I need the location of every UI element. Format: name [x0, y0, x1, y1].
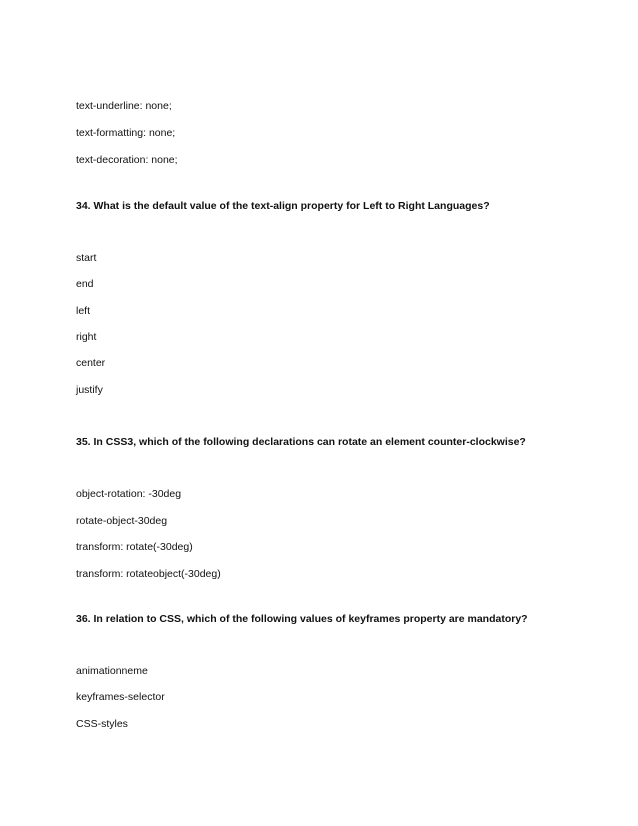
option-text: left — [76, 305, 91, 317]
option-text: rotate-object-30deg — [76, 515, 168, 527]
option-text: justify — [76, 384, 103, 396]
option-text: object-rotation: -30deg — [76, 488, 182, 500]
option-text: end — [76, 278, 94, 290]
question-36: 36. In relation to CSS, which of the following values of keyframes property are mandatory? — [76, 613, 528, 625]
option-text: transform: rotateobject(-30deg) — [76, 568, 221, 580]
option-text: animationneme — [76, 665, 148, 677]
option-text: keyframes-selector — [76, 691, 165, 703]
option-text: right — [76, 331, 97, 343]
question-35: 35. In CSS3, which of the following declarations can rotate an element counter-clockwise? — [76, 436, 526, 448]
option-text: CSS-styles — [76, 718, 128, 730]
option-text: start — [76, 252, 97, 264]
option-text: center — [76, 357, 106, 369]
question-34: 34. What is the default value of the text-align property for Left to Right Languages? — [76, 200, 490, 212]
option-text: text-formatting: none; — [76, 127, 176, 139]
option-text: text-decoration: none; — [76, 154, 178, 166]
option-text: transform: rotate(-30deg) — [76, 541, 193, 553]
option-text: text-underline: none; — [76, 100, 172, 112]
